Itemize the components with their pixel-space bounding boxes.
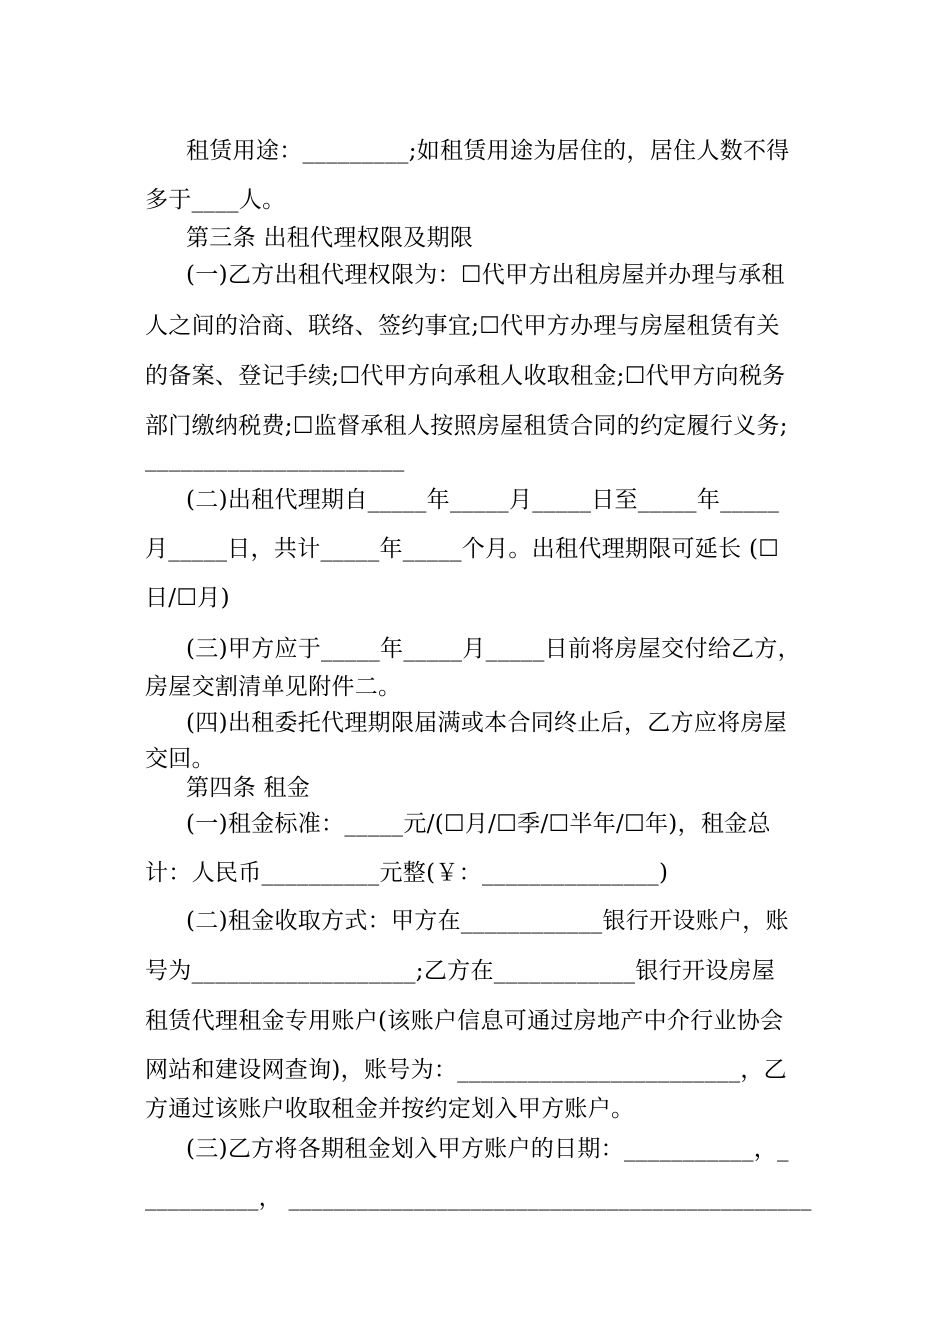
text-line: (一)租金标准：_____元/(☐月/☐季/☐半年/☐年)，租金总 (186, 811, 771, 837)
text-line: 网站和建设网查询)，账号为：________________________，乙 (145, 1057, 787, 1083)
text-line: 部门缴纳税费;☐监督承租人按照房屋租赁合同的约定履行义务; (145, 413, 788, 439)
text-line: 计：人民币__________元整(￥：_______________) (145, 860, 669, 886)
text-line: 月_____日，共计_____年_____个月。出租代理期限可延长 (☐ (145, 536, 780, 562)
text-line: 的备案、登记手续;☐代甲方向承租人收取租金;☐代甲方向税务 (145, 363, 786, 389)
text-line: (二)租金收取方式：甲方在____________银行开设账户，账 (186, 908, 789, 934)
section-heading: 第四条 租金 (186, 775, 311, 801)
blank-line: ______________________ (145, 446, 405, 472)
text-line: (四)出租委托代理期限届满或本合同终止后，乙方应将房屋 (186, 710, 788, 736)
text-line: 号为___________________;乙方在____________银行开设房屋 (145, 958, 776, 984)
text-line: 方通过该账户收取租金并按约定划入甲方账户。 (145, 1096, 635, 1122)
text-line: (三)乙方将各期租金划入甲方账户的日期：___________，_ (186, 1136, 789, 1162)
text-line: 租赁代理租金专用账户(该账户信息可通过房地产中介行业协会 (145, 1008, 784, 1034)
text-line: 多于____人。 (145, 187, 286, 213)
text-line: 人之间的洽商、联络、签约事宜;☐代甲方办理与房屋租赁有关 (145, 313, 780, 339)
text-line: (一)乙方出租代理权限为：☐代甲方出租房屋并办理与承租 (186, 262, 785, 288)
text-line: 租赁用途：_________;如租赁用途为居住的，居住人数不得 (186, 138, 790, 164)
text-line: (二)出租代理期自_____年_____月_____日至_____年_____ (186, 487, 780, 513)
text-line: __________， ______________________________________________ (145, 1185, 812, 1211)
section-heading: 第三条 出租代理权限及期限 (186, 225, 474, 251)
text-line: (三)甲方应于_____年_____月_____日前将房屋交付给乙方， (186, 636, 801, 662)
text-line: 交回。 (145, 746, 215, 772)
text-line: 日/☐月) (145, 585, 230, 611)
text-line: 房屋交割清单见附件二。 (145, 674, 402, 700)
